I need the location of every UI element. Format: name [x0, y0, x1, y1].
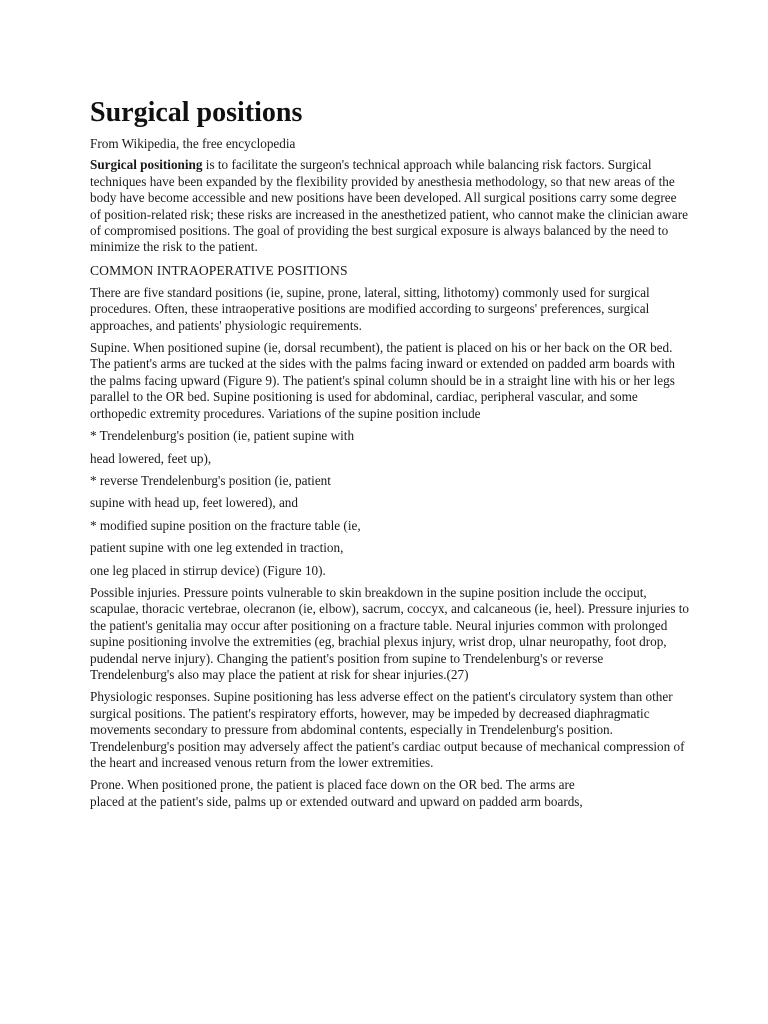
list-line: * modified supine position on the fracture table (ie,	[90, 517, 361, 533]
list-line: * reverse Trendelenburg's position (ie, patient	[90, 472, 331, 488]
list-line: one leg placed in stirrup device) (Figure 10).	[90, 562, 326, 578]
prone-line: placed at the patient's side, palms up or extended outward and upward on padded arm boards,	[90, 793, 583, 809]
prone-paragraph	[90, 777, 690, 810]
standard-positions-paragraph: There are five standard positions (ie, supine, prone, lateral, sitting, lithotomy) commonly used for surgical procedures. Often, these intraoperative positions are modified according to surgeons' preferences, surgical approaches, and patients' physiologic requirements.	[90, 284, 650, 333]
prone-line: Prone. When positioned prone, the patient is placed face down on the OR bed. The arms are	[90, 777, 575, 793]
possible-injuries-paragraph: Possible injuries. Pressure points vulnerable to skin breakdown in the supine position include the occiput, scapulae, thoracic vertebrae, olecranon (ie, elbow), sacrum, coccyx, and calcaneous (ie, heel). Pressure injuries to the patient's genitalia may occur after positioning on a fracture table. Neural injuries common with prolonged supine positioning involve the extremities (eg, brachial plexus injury, wrist drop, ulnar neuropathy, foot drop, pudendal nerve injury). Changing the patient's position from supine to Trendelenburg's or reverse Trendelenburg's also may place the patient at risk for shear injuries.(27)	[90, 584, 690, 682]
physiologic-responses-paragraph: Physiologic responses. Supine positioning has less adverse effect on the patient's circulatory system than other surgical positions. The patient's respiratory efforts, however, may be impeded by decreased diaphragmatic movements secondary to pressure from abdominal contents, especially in Trendelenburg's position. Trendelenburg's position may adversely affect the patient's cardiac output because of mechanical compression of the heart and increased venous return from the lower extremities.	[90, 689, 685, 770]
intro-paragraph	[90, 157, 690, 255]
intro-bold-term: Surgical positioning	[90, 157, 203, 173]
list-line: * Trendelenburg's position (ie, patient supine with	[90, 428, 355, 444]
document-page	[90, 96, 690, 816]
list-line: patient supine with one leg extended in traction,	[90, 540, 344, 556]
page-title: Surgical positions	[90, 97, 303, 128]
list-line: head lowered, feet up),	[90, 450, 212, 466]
intro-text: is to facilitate the surgeon's technical approach while balancing risk factors. Surgical techniques have been expanded by the flexibility provided by anesthesia methodology, so that new areas of the body have become accessible and new positions have been developed. All surgical positions carry some degree of position-related risk; these risks are increased in the anesthetized patient, who cannot make the clinician aware of compromised positions. The goal of providing the best surgical exposure is always balanced by the need to minimize the risk to the patient.	[90, 157, 688, 255]
source-subtitle: From Wikipedia, the free encyclopedia	[90, 136, 296, 151]
section-heading: COMMON INTRAOPERATIVE POSITIONS	[90, 262, 348, 278]
supine-paragraph: Supine. When positioned supine (ie, dorsal recumbent), the patient is placed on his or her back on the OR bed. The patient's arms are tucked at the sides with the palms facing inward or extended on padded arm boards with the palms facing upward (Figure 9). The patient's spinal column should be in a straight line with his or her legs parallel to the OR bed. Supine positioning is used for abdominal, cardiac, peripheral vascular, and some orthopedic extremity procedures. Variations of the supine position include	[90, 340, 676, 421]
list-line: supine with head up, feet lowered), and	[90, 495, 298, 511]
